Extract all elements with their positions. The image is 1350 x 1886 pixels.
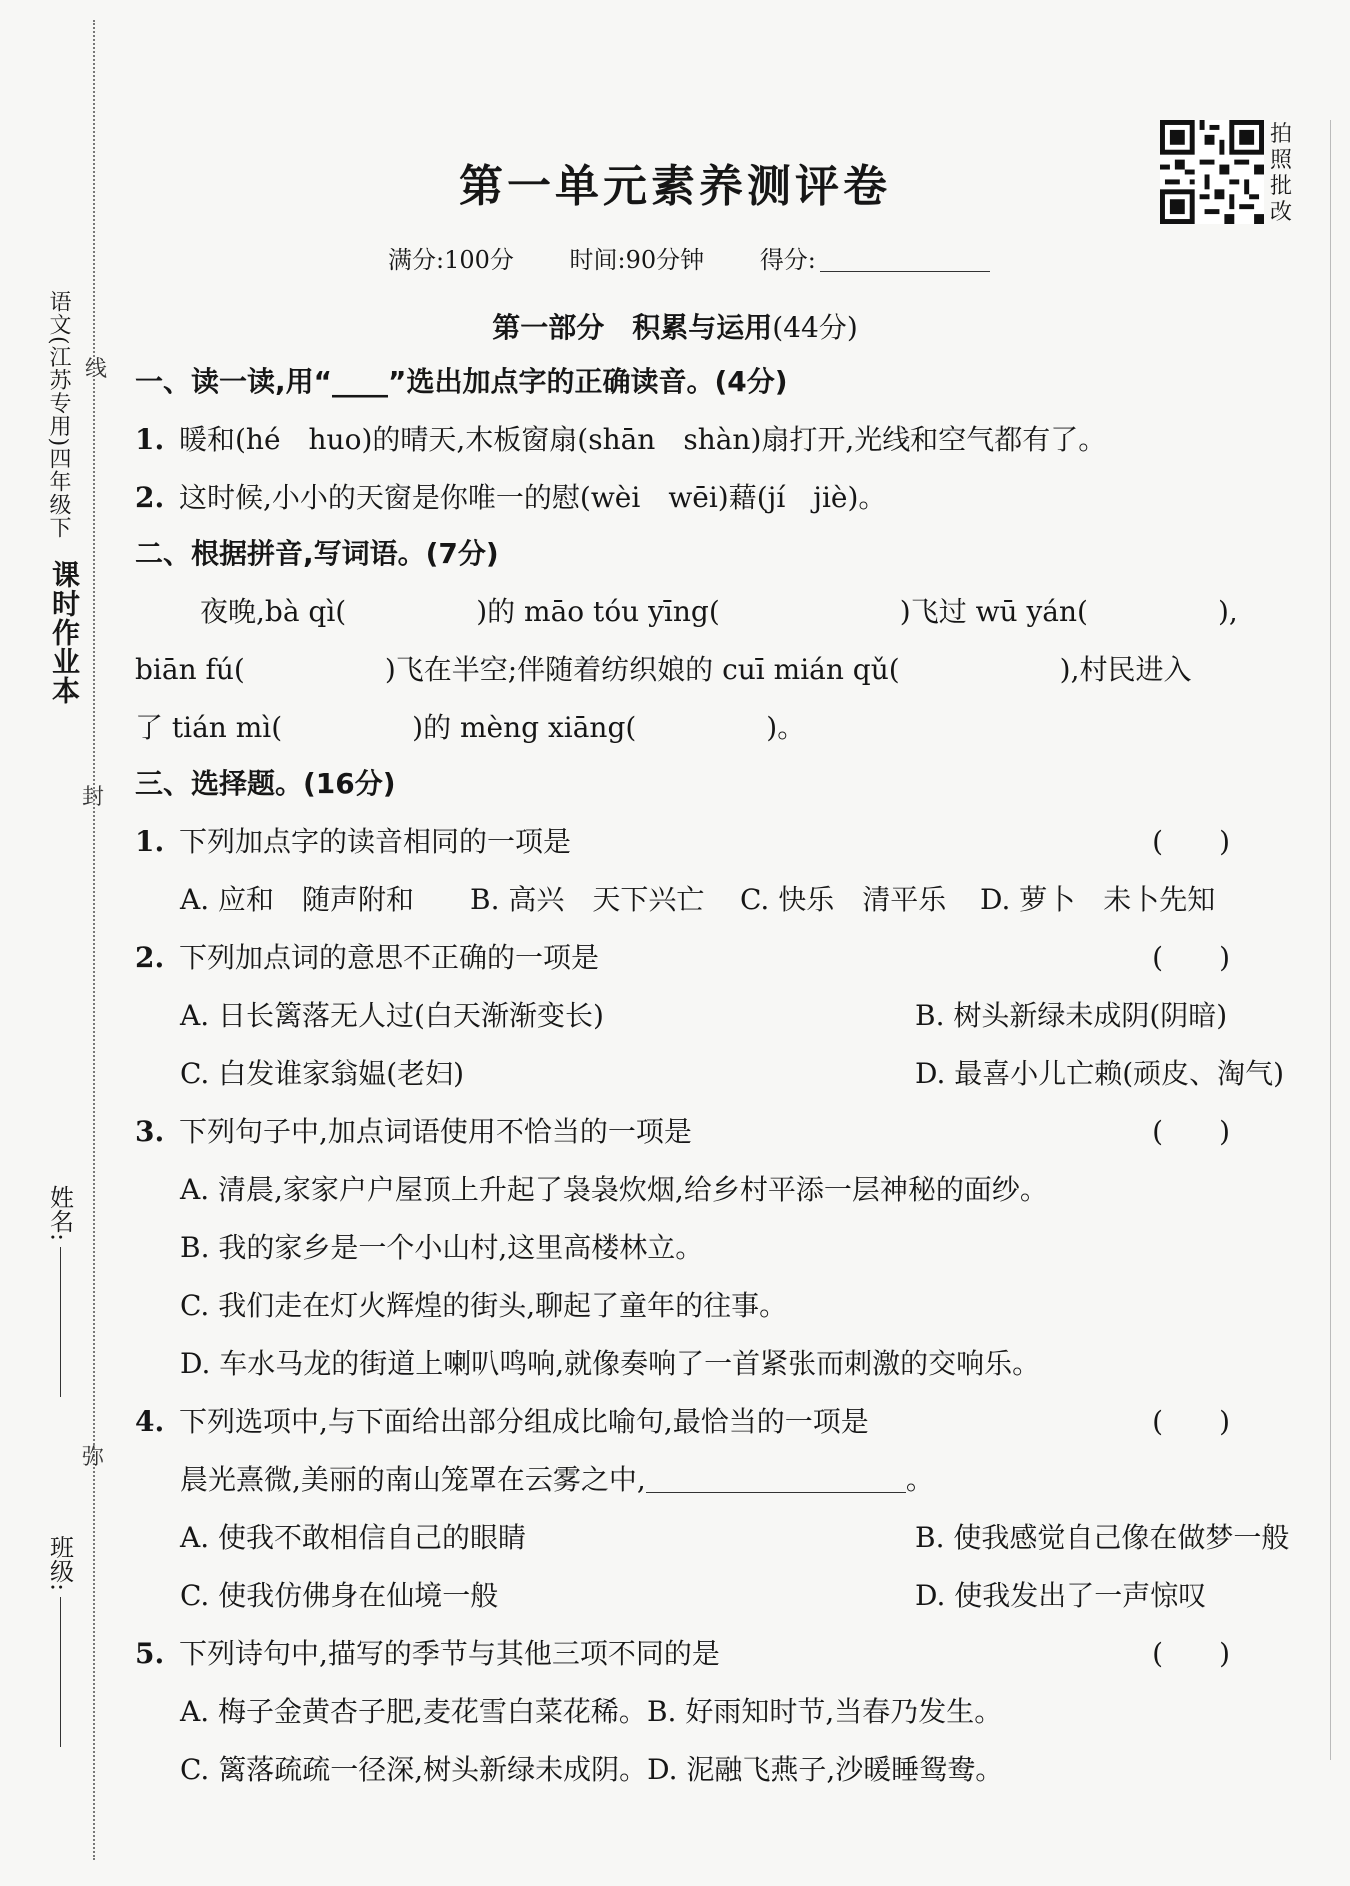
answer-bracket[interactable]: ( ) bbox=[1152, 825, 1230, 858]
s2-line-1: 夜晚,bà qì( )的 māo tóu yīng( )飞过 wū yán( ), bbox=[200, 595, 1238, 628]
s3-q4-sentence: 晨光熹微,美丽的南山笼罩在云雾之中, 。 bbox=[180, 1463, 934, 1496]
page-title: 第一单元素养测评卷 bbox=[459, 161, 891, 212]
option-d[interactable]: D. 车水马龙的街道上喇叭鸣响,就像奏响了一首紧张而刺激的交响乐。 bbox=[180, 1347, 1041, 1380]
option-b[interactable]: B. 我的家乡是一个小山村,这里高楼林立。 bbox=[180, 1231, 704, 1264]
s3-q2-options-row2 bbox=[180, 1054, 1290, 1094]
fold-dotted-line bbox=[93, 20, 95, 1860]
part-points: (44分) bbox=[772, 311, 858, 344]
part-heading bbox=[0, 306, 1350, 346]
option-a[interactable]: A. 清晨,家家户户屋顶上升起了袅袅炊烟,给乡村平添一层神秘的面纱。 bbox=[180, 1173, 1048, 1206]
s3-q4-options-row1 bbox=[180, 1518, 1290, 1558]
score-blank[interactable] bbox=[820, 271, 990, 272]
answer-bracket[interactable]: ( ) bbox=[1152, 941, 1230, 974]
section3-heading: 三、选择题。(16分) bbox=[135, 767, 396, 800]
exam-meta bbox=[388, 240, 1038, 275]
time-limit: 时间:90分钟 bbox=[569, 246, 705, 274]
margin-rule bbox=[1330, 120, 1331, 1760]
class-blank[interactable] bbox=[60, 1597, 61, 1747]
side-brand: 课时作业本 bbox=[48, 560, 81, 705]
s3-q1-options bbox=[180, 880, 1290, 920]
s3-q5-options-row1 bbox=[180, 1692, 1290, 1732]
s1-q1-text: 暖和(hé huo)的晴天,木板窗扇(shān shàn)扇打开,光线和空气都有了。 bbox=[179, 423, 1107, 456]
section1-heading: 一、读一读,用“____”选出加点字的正确读音。(4分) bbox=[135, 365, 788, 398]
answer-bracket[interactable]: ( ) bbox=[1152, 1115, 1230, 1148]
s3-question-5: 5. 下列诗句中,描写的季节与其他三项不同的是 ( ) bbox=[135, 1634, 1290, 1674]
s2-line-3: 了 tián mì( )的 mèng xiāng( )。 bbox=[135, 711, 806, 744]
name-field bbox=[40, 1185, 80, 1397]
full-score: 满分:100分 bbox=[388, 246, 514, 274]
option-b[interactable]: B. 好雨知时节,当春乃发生。 bbox=[646, 1695, 1003, 1728]
s1-q2-text: 这时候,小小的天窗是你唯一的慰(wèi wēi)藉(jí jiè)。 bbox=[179, 481, 887, 514]
side-subtitle: 语文(江苏专用)四年级下 bbox=[46, 290, 71, 540]
section2-heading: 二、根据拼音,写词语。(7分) bbox=[135, 537, 499, 570]
answer-bracket[interactable]: ( ) bbox=[1152, 1637, 1230, 1670]
s1-question-2: 2. 这时候,小小的天窗是你唯一的慰(wèi wēi)藉(jí jiè)。 bbox=[135, 481, 887, 514]
qr-caption: 拍照批改 bbox=[1270, 122, 1293, 225]
option-b[interactable]: B. 高兴 天下兴亡 bbox=[470, 883, 705, 916]
part-label: 第一部分 积累与运用 bbox=[492, 311, 773, 344]
class-label: 班级: bbox=[45, 1535, 74, 1592]
sentence-blank[interactable] bbox=[646, 1464, 906, 1493]
s3-q2-options-row1 bbox=[180, 996, 1290, 1036]
fold-mark: 弥 bbox=[82, 1445, 105, 1470]
option-c[interactable]: C. 快乐 清平乐 bbox=[740, 883, 947, 916]
option-a[interactable]: A. 梅子金黄杏子肥,麦花雪白菜花稀。 bbox=[180, 1695, 647, 1728]
option-b[interactable]: B. 树头新绿未成阴(阴暗) bbox=[915, 999, 1228, 1032]
option-d[interactable]: D. 萝卜 未卜先知 bbox=[980, 883, 1216, 916]
class-field bbox=[40, 1535, 80, 1747]
option-d[interactable]: D. 泥融飞燕子,沙暖睡鸳鸯。 bbox=[647, 1753, 1004, 1786]
option-a[interactable]: A. 使我不敢相信自己的眼睛 bbox=[180, 1521, 527, 1554]
option-c[interactable]: C. 使我仿佛身在仙境一般 bbox=[180, 1579, 499, 1612]
seal-mark: 封 bbox=[82, 785, 105, 810]
name-label: 姓名: bbox=[45, 1185, 74, 1242]
s3-question-3: 3. 下列句子中,加点词语使用不恰当的一项是 ( ) bbox=[135, 1112, 1290, 1152]
line-mark: 线 bbox=[85, 357, 108, 382]
s3-question-4: 4. 下列选项中,与下面给出部分组成比喻句,最恰当的一项是 ( ) bbox=[135, 1402, 1290, 1442]
name-blank[interactable] bbox=[60, 1247, 61, 1397]
option-c[interactable]: C. 白发谁家翁媪(老妇) bbox=[180, 1057, 465, 1090]
option-d[interactable]: D. 最喜小儿亡赖(顽皮、淘气) bbox=[915, 1057, 1285, 1090]
s3-q4-options-row2 bbox=[180, 1576, 1290, 1616]
option-a[interactable]: A. 日长篱落无人过(白天渐渐变长) bbox=[180, 999, 604, 1032]
option-a[interactable]: A. 应和 随声附和 bbox=[180, 883, 415, 916]
answer-bracket[interactable]: ( ) bbox=[1152, 1405, 1230, 1438]
s3-q5-options-row2 bbox=[180, 1750, 1290, 1790]
option-c[interactable]: C. 我们走在灯火辉煌的街头,聊起了童年的往事。 bbox=[180, 1289, 788, 1322]
option-b[interactable]: B. 使我感觉自己像在做梦一般 bbox=[915, 1521, 1290, 1554]
s1-question-1: 1. 暖和(hé huo)的晴天,木板窗扇(shān shàn)扇打开,光线和空气都有了。 bbox=[135, 423, 1107, 456]
s2-line-2: biān fú( )飞在半空;伴随着纺织娘的 cuī mián qǔ( ),村民进入 bbox=[135, 653, 1192, 686]
option-c[interactable]: C. 篱落疏疏一径深,树头新绿未成阴。 bbox=[180, 1753, 648, 1786]
option-d[interactable]: D. 使我发出了一声惊叹 bbox=[915, 1579, 1207, 1612]
s3-question-1: 1. 下列加点字的读音相同的一项是 ( ) bbox=[135, 822, 1290, 862]
score-label: 得分: bbox=[759, 246, 816, 274]
s3-question-2: 2. 下列加点词的意思不正确的一项是 ( ) bbox=[135, 938, 1290, 978]
